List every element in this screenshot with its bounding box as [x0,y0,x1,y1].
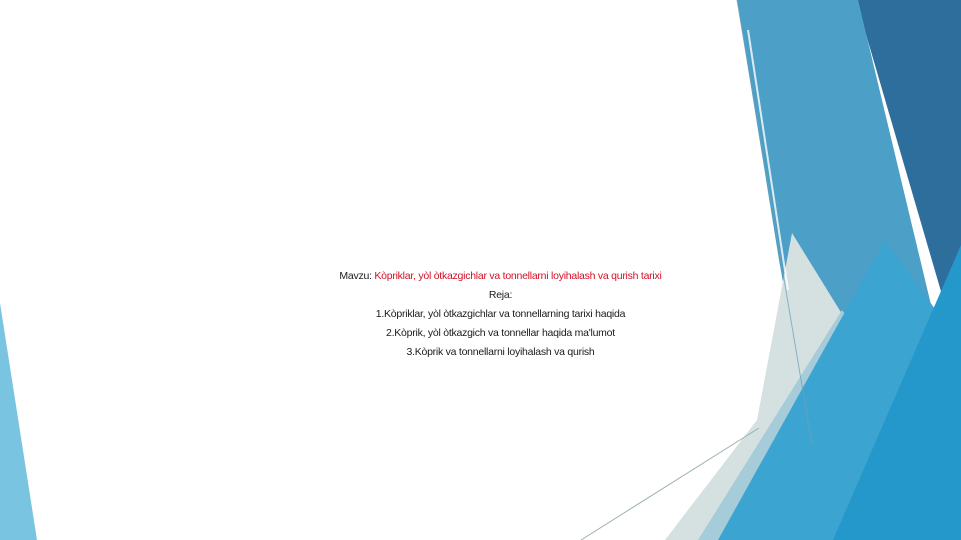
plan-heading: Reja: [488,289,513,301]
plan-item-1: 1.Kòpriklar, yòl òtkazgichlar va tonnellarning tarixi haqida [375,308,626,320]
slide-title [40,267,961,286]
left-wedge-shape [0,303,37,540]
plan-item-2: 2.Kòprik, yòl òtkazgich va tonnellar haqida ma'lumot [386,327,615,339]
plan-item-3: 3.Kòprik va tonnellarni loyihalash va qurish [406,346,595,358]
title-prefix: Mavzu: [339,270,375,282]
title-topic: Kòpriklar, yòl òtkazgichlar va tonnellarni loyihalash va qurish tarixi [374,270,662,282]
slide-text-block [40,267,961,362]
